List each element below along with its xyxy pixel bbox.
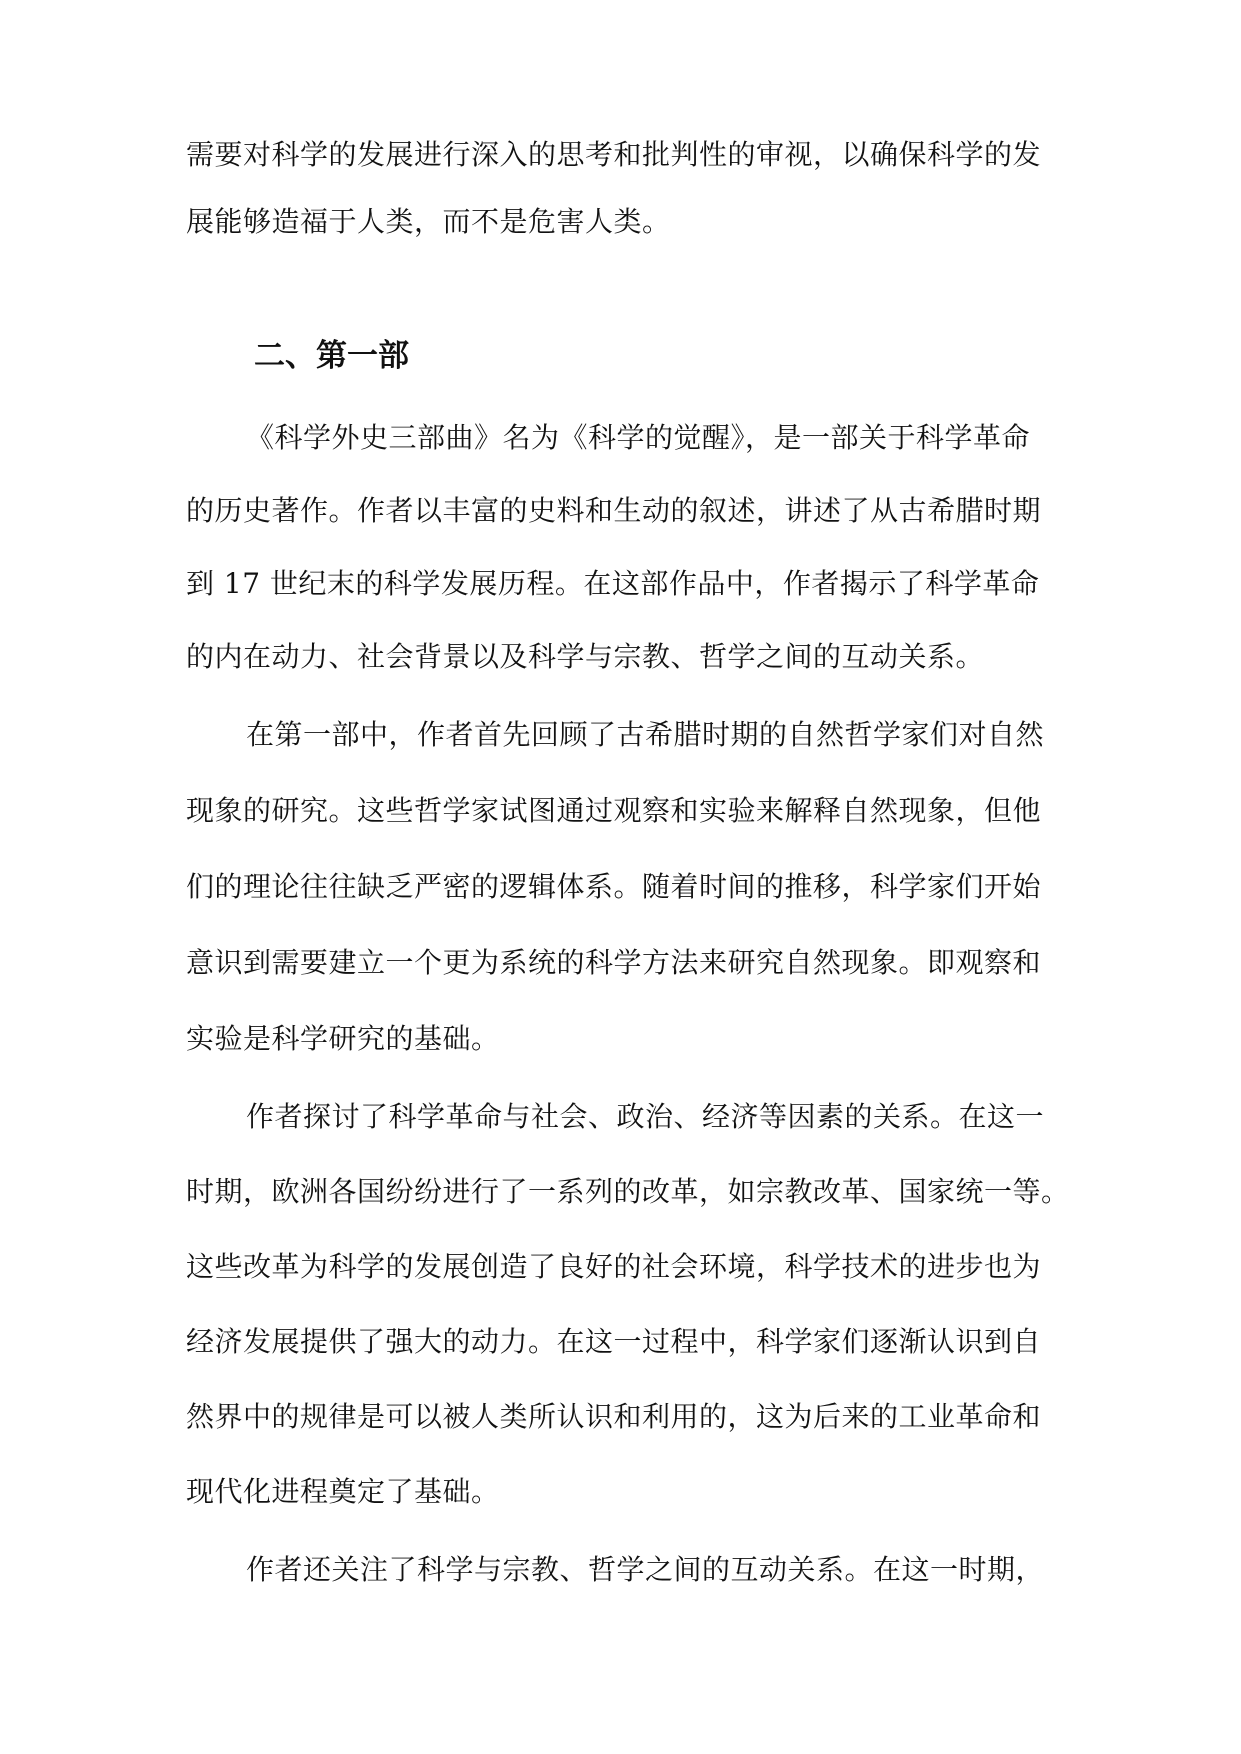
- intro-line-1: 需要对科学的发展进行深入的思考和批判性的审视，以确保科学的发: [186, 138, 1042, 171]
- paragraph-2-line-5: 实验是科学研究的基础。: [186, 1022, 500, 1055]
- paragraph-2-line-3: 们的理论往往缺乏严密的逻辑体系。随着时间的推移，科学家们开始: [186, 870, 1042, 903]
- paragraph-3-line-4: 经济发展提供了强大的动力。在这一过程中，科学家们逐渐认识到自: [186, 1325, 1042, 1358]
- paragraph-3-line-3: 这些改革为科学的发展创造了良好的社会环境，科学技术的进步也为: [186, 1250, 1042, 1283]
- paragraph-1-line-2: 的历史著作。作者以丰富的史料和生动的叙述，讲述了从古希腊时期: [186, 494, 1042, 527]
- paragraph-3-line-5: 然界中的规律是可以被人类所认识和利用的，这为后来的工业革命和: [186, 1400, 1042, 1433]
- section-heading: 二、第一部: [254, 338, 409, 374]
- paragraph-1-line-3: 到 17 世纪末的科学发展历程。在这部作品中，作者揭示了科学革命: [186, 567, 1040, 600]
- paragraph-2-line-2: 现象的研究。这些哲学家试图通过观察和实验来解释自然现象，但他: [186, 794, 1042, 827]
- paragraph-2-line-4: 意识到需要建立一个更为系统的科学方法来研究自然现象。即观察和: [186, 946, 1042, 979]
- paragraph-1-line-1: 《科学外史三部曲》名为《科学的觉醒》，是一部关于科学革命: [246, 421, 1031, 454]
- paragraph-3-line-6: 现代化进程奠定了基础。: [186, 1475, 500, 1508]
- paragraph-2-line-1: 在第一部中，作者首先回顾了古希腊时期的自然哲学家们对自然: [246, 718, 1045, 751]
- paragraph-3-line-2: 时期，欧洲各国纷纷进行了一系列的改革，如宗教改革、国家统一等。: [186, 1175, 1070, 1208]
- intro-line-2: 展能够造福于人类，而不是危害人类。: [186, 205, 671, 238]
- paragraph-4-line-1: 作者还关注了科学与宗教、哲学之间的互动关系。在这一时期，: [246, 1553, 1045, 1586]
- paragraph-1-line-4: 的内在动力、社会背景以及科学与宗教、哲学之间的互动关系。: [186, 640, 985, 673]
- paragraph-3-line-1: 作者探讨了科学革命与社会、政治、经济等因素的关系。在这一: [246, 1100, 1045, 1133]
